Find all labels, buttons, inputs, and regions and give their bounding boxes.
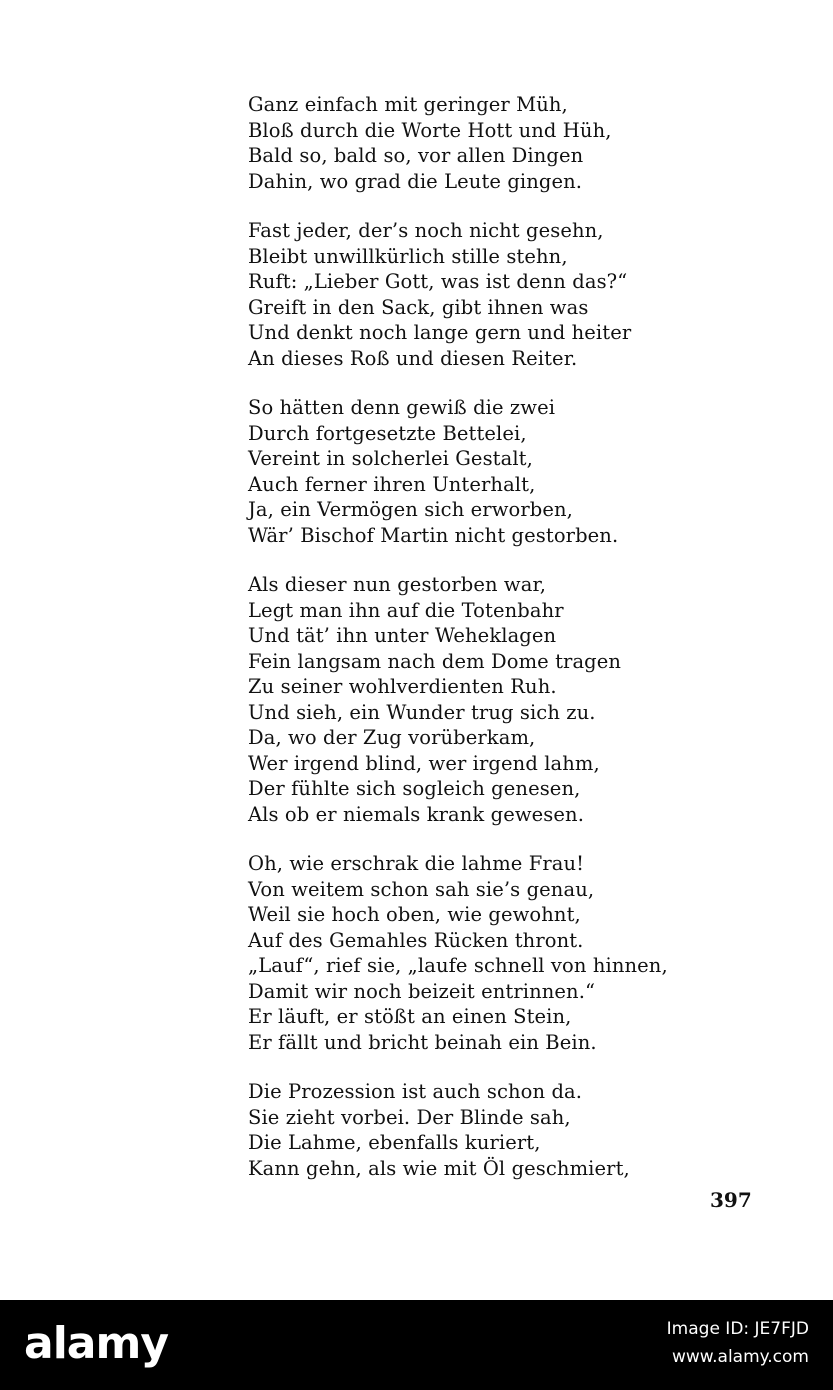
poem-line: „Lauf“, rief sie, „laufe schnell von hinnen, xyxy=(248,954,668,977)
poem-line: Bald so, bald so, vor allen Dingen xyxy=(248,144,584,167)
poem-line: Sie zieht vorbei. Der Blinde sah, xyxy=(248,1105,571,1129)
poem-line: Greift in den Sack, gibt ihnen was xyxy=(248,295,589,319)
poem-line: Bleibt unwillkürlich stille stehn, xyxy=(248,244,568,268)
poem-line: Durch fortgesetzte Bettelei, xyxy=(248,421,527,445)
poem-line: Da, wo der Zug vorüberkam, xyxy=(248,726,536,749)
poem-line: Ja, ein Vermögen sich erworben, xyxy=(248,498,573,521)
page-number: 397 xyxy=(710,1188,752,1212)
poem-line: Und denkt noch lange gern und heiter xyxy=(248,321,632,344)
poem-line: Kann gehn, als wie mit Öl geschmiert, xyxy=(248,1156,630,1180)
poem-line: Oh, wie erschrak die lahme Frau! xyxy=(248,852,585,875)
stanza-2 xyxy=(248,218,718,371)
poem-line: Ruft: „Lieber Gott, was ist denn das?“ xyxy=(248,270,628,293)
poem-text xyxy=(248,92,718,1205)
poem-line: Dahin, wo grad die Leute gingen. xyxy=(248,169,583,193)
poem-line: Wer irgend blind, wer irgend lahm, xyxy=(248,751,600,775)
poem-line: Zu seiner wohlverdienten Ruh. xyxy=(248,675,557,698)
poem-line: Der fühlte sich sogleich genesen, xyxy=(248,777,581,800)
poem-line: Er fällt und bricht beinah ein Bein. xyxy=(248,1030,597,1054)
stanza-5 xyxy=(248,851,718,1055)
watermark-footer xyxy=(0,1300,833,1390)
poem-line: Als dieser nun gestorben war, xyxy=(248,573,547,596)
alamy-logo: alamy xyxy=(24,1318,168,1369)
poem-line: An dieses Roß und diesen Reiter. xyxy=(248,346,578,370)
site-url-label: www.alamy.com xyxy=(671,1347,809,1367)
poem-line: Er läuft, er stößt an einen Stein, xyxy=(248,1005,572,1028)
poem-line: Die Lahme, ebenfalls kuriert, xyxy=(248,1131,541,1154)
poem-line: Und tät’ ihn unter Weheklagen xyxy=(248,624,557,647)
stanza-6 xyxy=(248,1079,718,1181)
poem-line: So hätten denn gewiß die zwei xyxy=(248,396,556,419)
poem-line: Damit wir noch beizeit entrinnen.“ xyxy=(248,979,596,1003)
poem-line: Legt man ihn auf die Totenbahr xyxy=(248,598,564,622)
poem-line: Von weitem schon sah sie’s genau, xyxy=(248,877,595,901)
poem-line: Auch ferner ihren Unterhalt, xyxy=(248,472,536,496)
poem-line: Auf des Gemahles Rücken thront. xyxy=(248,928,584,952)
image-id-label: Image ID: JE7FJD xyxy=(666,1319,809,1339)
poem-line: Fast jeder, der’s noch nicht gesehn, xyxy=(248,219,604,242)
stanza-1 xyxy=(248,92,718,194)
poem-line: Als ob er niemals krank gewesen. xyxy=(248,802,584,826)
poem-line: Fein langsam nach dem Dome tragen xyxy=(248,649,622,673)
poem-line: Wär’ Bischof Martin nicht gestorben. xyxy=(248,523,619,547)
poem-line: Und sieh, ein Wunder trug sich zu. xyxy=(248,700,596,724)
poem-line: Vereint in solcherlei Gestalt, xyxy=(248,447,533,470)
poem-line: Weil sie hoch oben, wie gewohnt, xyxy=(248,903,581,926)
poem-line: Ganz einfach mit geringer Müh, xyxy=(248,93,568,116)
poem-line: Bloß durch die Worte Hott und Hüh, xyxy=(248,118,612,142)
stanza-4 xyxy=(248,572,718,827)
poem-line: Die Prozession ist auch schon da. xyxy=(248,1080,583,1103)
stanza-3 xyxy=(248,395,718,548)
